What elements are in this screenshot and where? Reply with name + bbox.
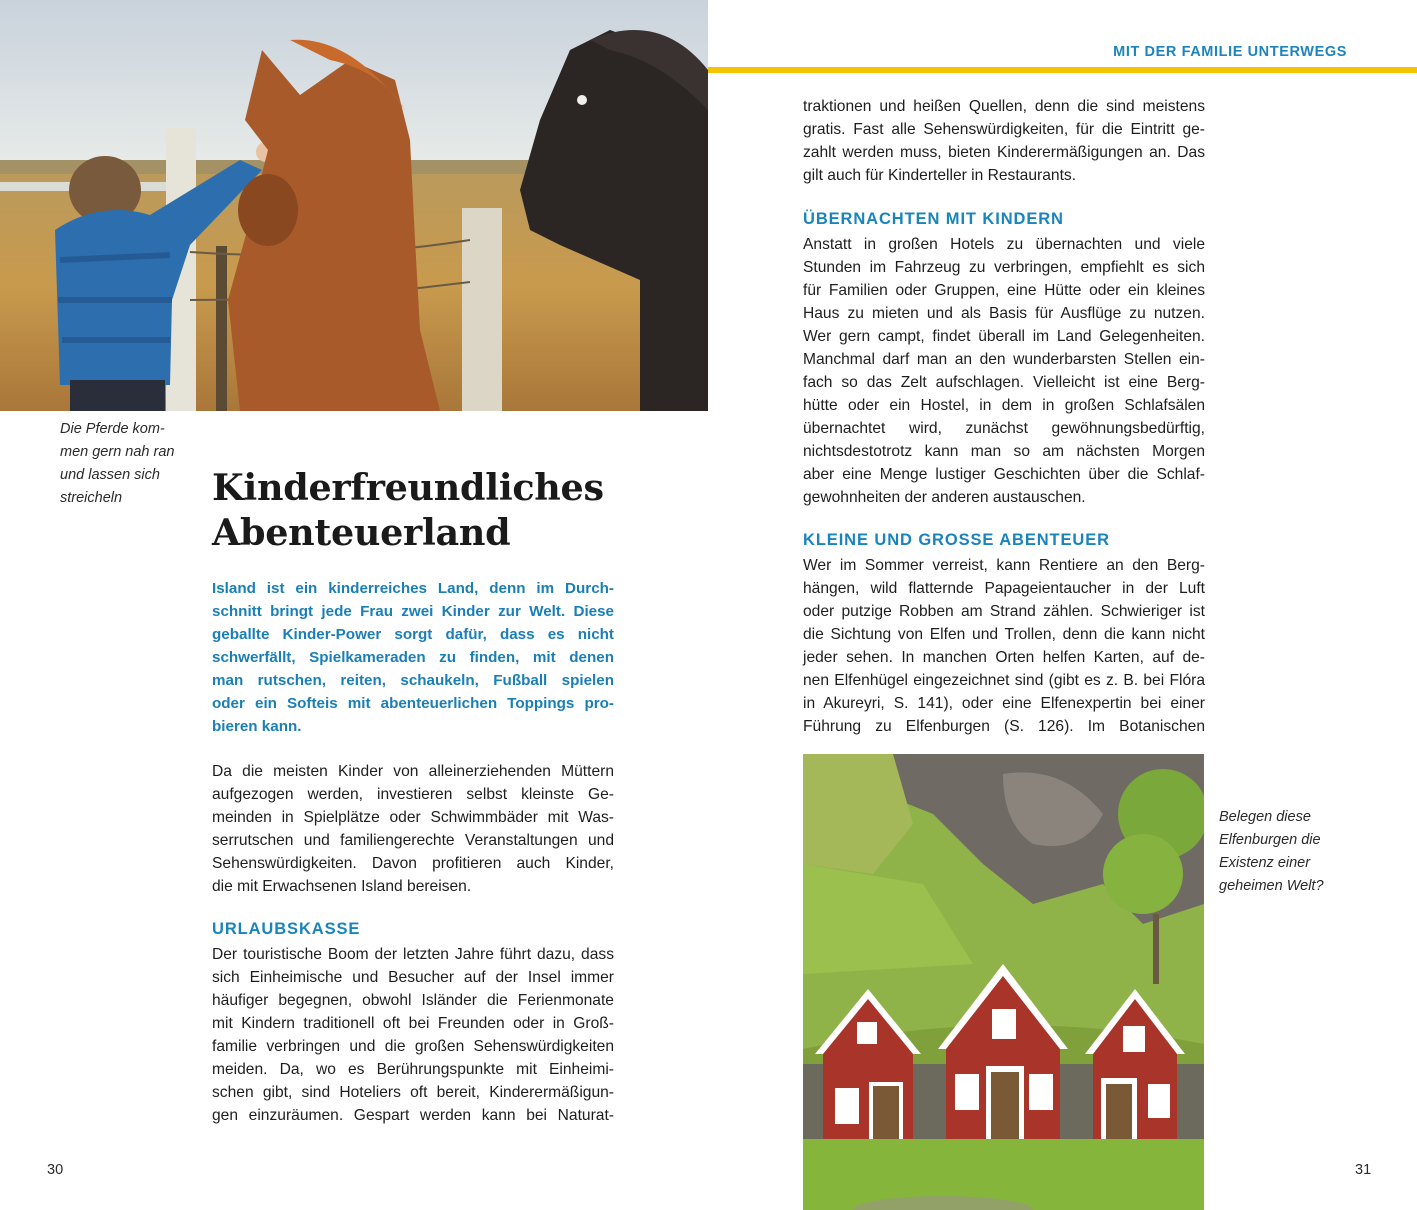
text-line: jeder sehen. In manchen Orten helfen Karten, auf de- (803, 649, 1205, 666)
caption-horses-photo (60, 418, 190, 510)
abenteuer-paragraph (803, 554, 1205, 738)
page-title (212, 465, 632, 555)
text-line: in Akureyri, S. 141), oder eine Elfenexpertin bei einer (803, 695, 1205, 712)
caption-line: geheimen Welt? (1219, 878, 1324, 894)
text-line: familie verbringen und die großen Sehenswürdigkeiten (212, 1038, 614, 1055)
text-line: fach so das Zelt aufschlagen. Vielleicht ist eine Berg- (803, 374, 1205, 391)
text-line: mit Kindern traditionell oft bei Freunden oder in Groß- (212, 1015, 614, 1032)
photo-child-with-horses (0, 0, 708, 411)
text-line: traktionen und heißen Quellen, denn die sind meistens (803, 98, 1205, 115)
caption-line: streicheln (60, 490, 123, 506)
text-line: Sehenswürdigkeiten. Davon profitieren auch Kinder, (212, 855, 614, 872)
caption-line: men gern nah ran (60, 444, 175, 460)
text-line: Wer im Sommer verreist, kann Rentiere an den Berg- (803, 557, 1205, 574)
header-rule (708, 67, 1417, 73)
text-line: Führung zu Elfenburgen (S. 126). Im Botanischen (803, 718, 1205, 735)
text-line: geballte Kinder-Power sorgt dafür, dass es nicht (212, 626, 614, 643)
text-line: die mit Erwachsenen Island bereisen. (212, 878, 472, 895)
text-line: Anstatt in großen Hotels zu übernachten und viele (803, 236, 1205, 253)
text-line: Island ist ein kinderreiches Land, denn im Durch- (212, 580, 614, 597)
text-line: meiden. Da, wo es Berührungspunkte mit Einheimi- (212, 1061, 614, 1078)
text-line: aber eine Menge lustiger Geschichten über die Schlaf- (803, 466, 1205, 483)
section-heading-abenteuer: KLEINE UND GROSSE ABENTEUER (803, 531, 1110, 549)
text-line: aufgezogen werden, investieren selbst kleinste Ge- (212, 786, 614, 803)
text-line: serrutschen und familiengerechte Veranstaltungen und (212, 832, 614, 849)
text-line: bieren kann. (212, 718, 302, 735)
text-line: gilt auch für Kinderteller in Restaurants. (803, 167, 1077, 184)
title-line: Abenteuerland (212, 511, 511, 554)
text-line: man rutschen, reiten, schaukeln, Fußball spielen (212, 672, 614, 689)
text-line: Der touristische Boom der letzten Jahre führt dazu, dass (212, 946, 614, 963)
text-line: Stunden im Fahrzeug zu verbringen, empfiehlt es sich (803, 259, 1205, 276)
photo-elf-houses (803, 754, 1204, 1210)
text-line: schen gibt, sind Hoteliers oft bereit, Kinderermäßigun- (212, 1084, 614, 1101)
text-line: nen Elfenhügel eingezeichnet sind (gibt es z. B. bei Flóra (803, 672, 1205, 689)
text-line: schwerfällt, Spielkameraden zu finden, mit denen (212, 649, 614, 666)
running-header: MIT DER FAMILIE UNTERWEGS (1113, 44, 1347, 60)
text-line: hütte oder ein Hostel, in dem in großen Schlafsälen (803, 397, 1205, 414)
text-line: oder ein Softeis mit abenteuerlichen Toppings pro- (212, 695, 614, 712)
text-line: Da die meisten Kinder von alleinerziehenden Müttern (212, 763, 614, 780)
text-line: für Familien oder Gruppen, eine Hütte oder ein kleines (803, 282, 1205, 299)
page-number-right: 31 (1355, 1162, 1372, 1178)
text-line: schnitt bringt jede Frau zwei Kinder zur Welt. Diese (212, 603, 614, 620)
title-line: Kinderfreundliches (212, 466, 604, 509)
text-line: meinden in Spielplätze oder Schwimmbäder mit Was- (212, 809, 614, 826)
text-line: hängen, wild flatternde Papageientaucher in der Luft (803, 580, 1205, 597)
text-line: gewohnheiten der anderen austauschen. (803, 489, 1086, 506)
continuation-paragraph (803, 95, 1205, 187)
text-line: gratis. Fast alle Sehenswürdigkeiten, für die Eintritt ge- (803, 121, 1205, 138)
text-line: Haus zu mieten und als Basis für Ausflüge zu nutzen. (803, 305, 1205, 322)
intro-paragraph (212, 760, 614, 898)
text-line: Wer gern campt, findet überall im Land Gelegenheiten. (803, 328, 1205, 345)
text-line: gen einzuräumen. Gespart werden kann bei Naturat- (212, 1107, 614, 1124)
caption-line: Die Pferde kom- (60, 421, 165, 437)
text-line: die Sichtung von Elfen und Trollen, denn die kann nicht (803, 626, 1205, 643)
page-number-left: 30 (47, 1162, 64, 1178)
section-heading-urlaubskasse: URLAUBSKASSE (212, 920, 361, 938)
caption-line: Existenz einer (1219, 855, 1311, 871)
urlaubskasse-paragraph (212, 943, 614, 1127)
caption-elf-houses-photo (1219, 806, 1369, 898)
caption-line: Elfenburgen die (1219, 832, 1321, 848)
caption-line: und lassen sich (60, 467, 160, 483)
caption-line: Belegen diese (1219, 809, 1311, 825)
text-line: oder putzige Robben am Strand zählen. Schwieriger ist (803, 603, 1205, 620)
text-line: zahlt werden muss, bieten Kinderermäßigungen an. Das (803, 144, 1205, 161)
text-line: übernachtet wird, zunächst gewöhnungsbedürftig, (803, 420, 1205, 437)
text-line: nichtsdestotrotz kann man so am nächsten Morgen (803, 443, 1205, 460)
section-heading-uebernachten: ÜBERNACHTEN MIT KINDERN (803, 210, 1064, 228)
text-line: sich Einheimische und Besucher auf der Insel immer (212, 969, 614, 986)
text-line: häufiger begegnen, obwohl Isländer die Ferienmonate (212, 992, 614, 1009)
uebernachten-paragraph (803, 233, 1205, 509)
text-line: Manchmal darf man an den wunderbarsten Stellen ein- (803, 351, 1205, 368)
lead-paragraph (212, 577, 614, 738)
